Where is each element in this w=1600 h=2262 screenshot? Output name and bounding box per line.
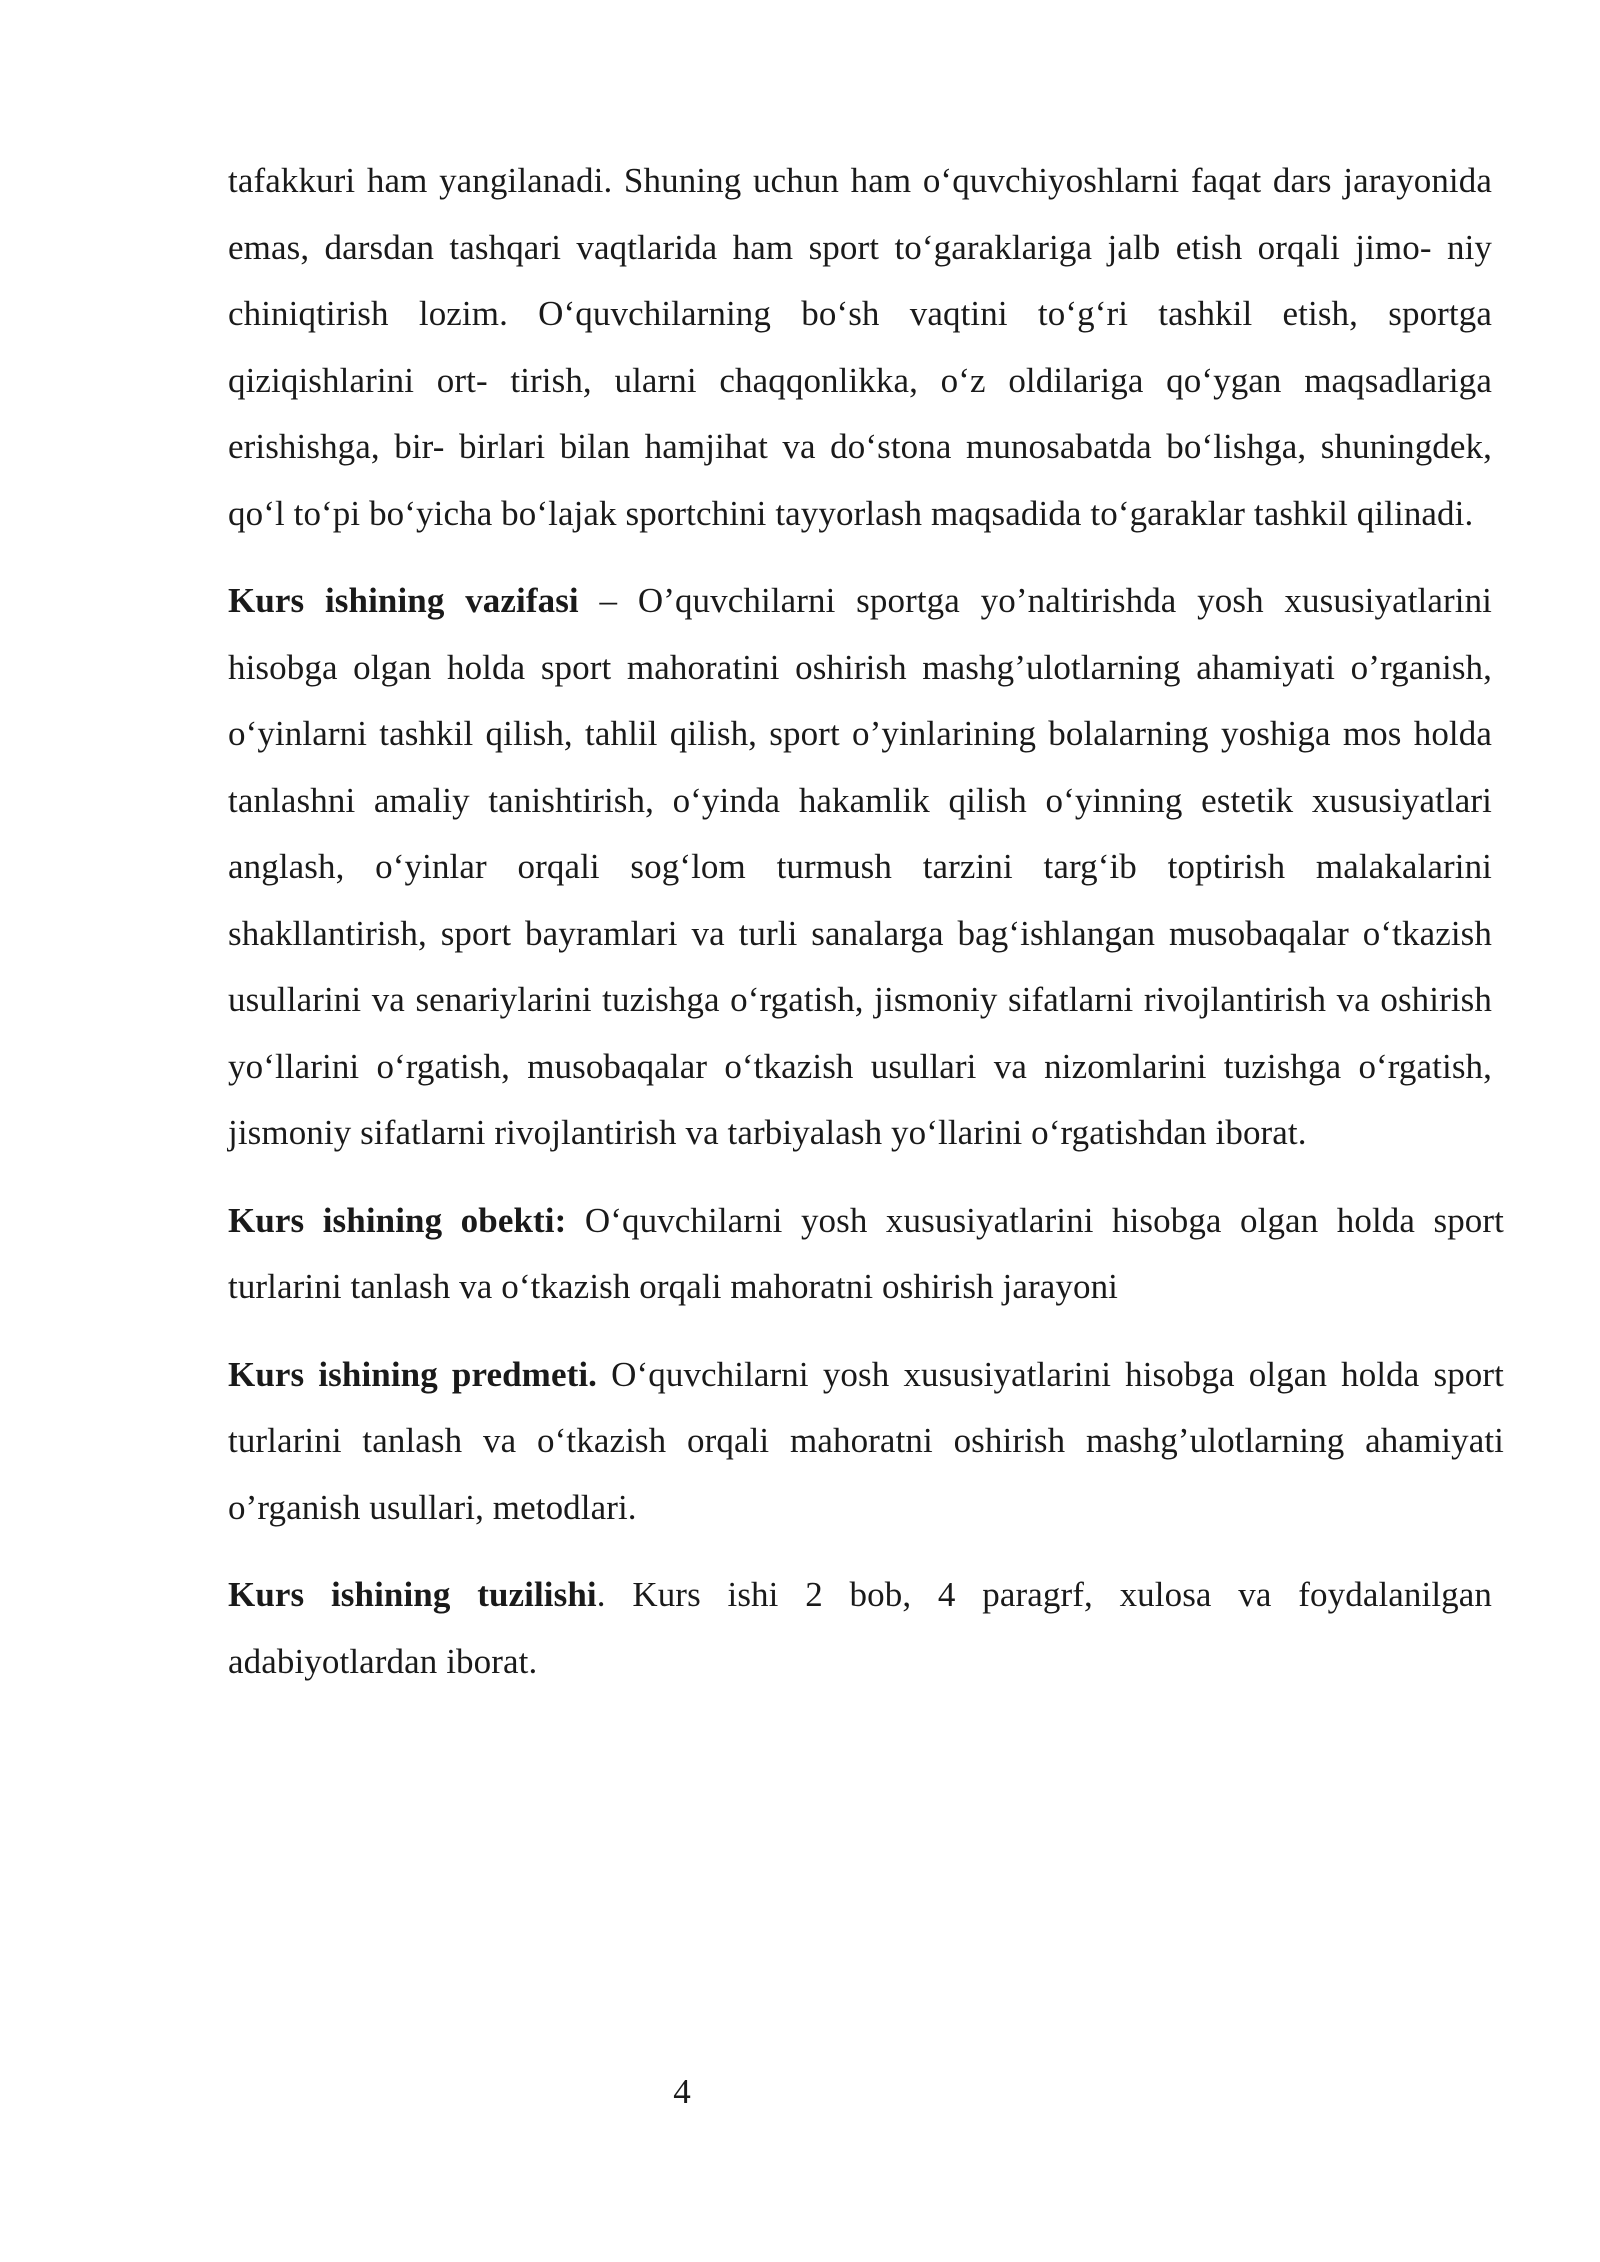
paragraph-intro [228,148,1492,547]
body-text [228,148,1504,1695]
paragraph-vazifasi [228,568,1492,1167]
paragraph-intro-text: tafakkuri ham yangilanadi. Shuning uchun ham o‘quvchiyoshlarni faqat dars jarayonida emas, darsdan tashqari vaqtlarida ham sport to‘garaklariga jalb etish orqali jimo- niy chiniqtirish lozim. O‘quvchilarning bo‘sh vaqtini to‘g‘ri tashkil etish, sportga qiziqishlarini ort- tirish, ularni chaqqonlikka, o‘z oldilariga qo‘ygan maqsadlariga erishishga, bir- birlari bilan hamjihat va do‘stona munosabatda bo‘lishga, shuningdek, qo‘l to‘pi bo‘yicha bo‘lajak sportchini tayyorlash maqsadida to‘garaklar tashkil qilinadi. [228,161,1492,533]
paragraph-tuzilishi-text: . Kurs ishi 2 bob, 4 paragrf, xulosa va foydalanilgan adabiyotlardan iborat. [228,1575,1492,1681]
paragraph-predmeti-heading: Kurs ishining predmeti. [228,1354,598,1394]
paragraph-vazifasi-text: – O’quvchilarni sportga yo’naltirishda yosh xususiyatlarini hisobga olgan holda sport mahoratini oshirish mashg’ulotlarning ahamiyati o’rganish, o‘yinlarni tashkil qilish, tahlil qilish, sport o’yinlarining bolalarning yoshiga mos holda tanlashni amaliy tanishtirish, o‘yinda hakamlik qilish o‘yinning estetik xususiyatlari anglash, o‘yinlar orqali sog‘lom turmush tarzini targ‘ib toptirish malakalarini shakllantirish, sport bayramlari va turli sanalarga bag‘ishlangan musobaqalar o‘tkazish usullarini va senariylarini tuzishga o‘rgatish, jismoniy sifatlarni rivojlantirish va oshirish yo‘llarini o‘rgatish, musobaqalar o‘tkazish usullari va nizomlarini tuzishga o‘rgatish, jismoniy sifatlarni rivojlantirish va tarbiyalash yo‘llarini o‘rgatishdan iborat. [228,581,1493,1152]
paragraph-predmeti-text: O‘quvchilarni yosh xususiyatlarini hisobga olgan holda sport turlarini tanlash va o‘tkazish orqali mahoratni oshirish mashg’ulotlarning ahamiyati o’rganish usullari, metodlari. [228,1354,1504,1527]
paragraph-obekti [228,1188,1504,1321]
paragraph-tuzilishi [228,1562,1492,1695]
paragraph-tuzilishi-heading: Kurs ishining tuzilishi [228,1575,597,1614]
page-number: 4 [673,2072,691,2111]
paragraph-obekti-text: O‘quvchilarni yosh xususiyatlarini hisobga olgan holda sport turlarini tanlash va o‘tkazish orqali mahoratni oshirish jarayoni [228,1200,1504,1306]
paragraph-predmeti [228,1342,1504,1542]
paragraph-obekti-heading: Kurs ishining obekti: [228,1200,567,1240]
paragraph-vazifasi-heading: Kurs ishining vazifasi [228,581,579,620]
